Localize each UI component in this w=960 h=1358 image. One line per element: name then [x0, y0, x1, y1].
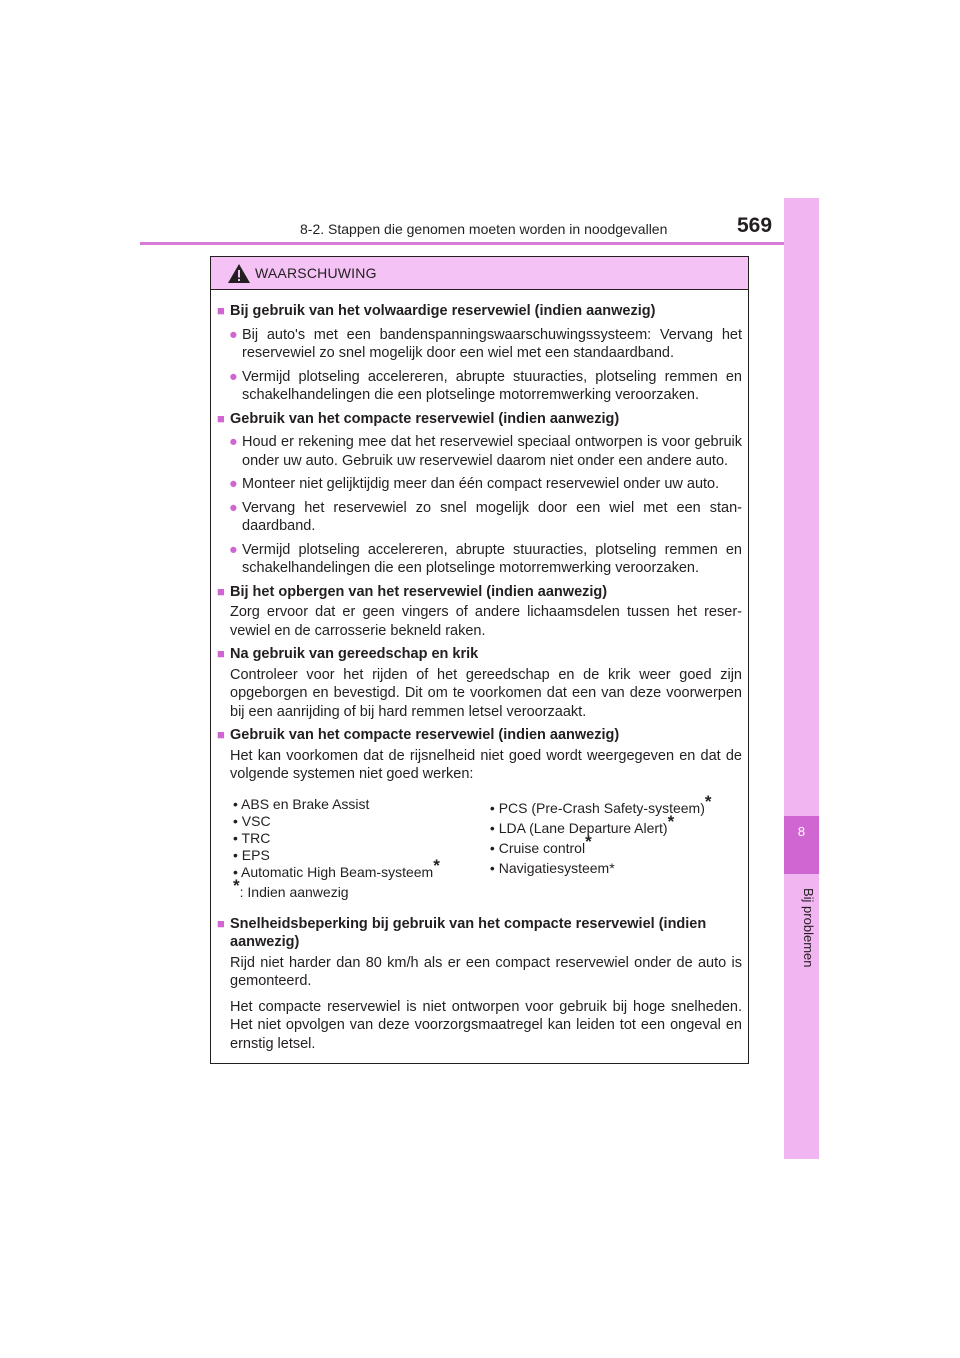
list-item: • TRC — [233, 829, 271, 846]
section-title: ■ Bij gebruik van het volwaardige reservewiel (indien aanwezig) — [217, 303, 656, 319]
list-item: • Cruise control* — [489, 831, 592, 856]
footnote-star: * — [667, 811, 675, 831]
list-item: ● Bij auto's met een bandenspanningswaarschuwingssysteem: Vervang het reservewiel zo snel mogelijk door een wiel met een standaardband. — [229, 326, 742, 361]
list-item: • PCS (Pre-Crash Safety-systeem)* — [489, 791, 712, 816]
list-item: ● Vermijd plotseling accelereren, abrupte stuuracties, plotseling remmen en schakelhandelingen die een plotselinge motorremwerking veroorzaken. — [229, 368, 742, 403]
footnote-star: * — [704, 791, 712, 811]
square-bullet-icon: ■ — [217, 303, 225, 318]
list-item: ● Vervang het reservewiel zo snel mogelijk door een wiel met een standaardband. — [229, 499, 742, 534]
chapter-number: 8 — [797, 824, 806, 839]
section-text: Het compacte reservewiel is niet ontworpen voor gebruik bij hoge snelheden. Het niet opvolgen van deze voorzorgsmaatregel kan leiden tot een ongeval en ernstig letsel. — [230, 998, 742, 1052]
list-item: • EPS — [233, 846, 270, 863]
section-title: ■ Gebruik van het compacte reservewiel (indien aanwezig) — [217, 410, 620, 427]
section-text: Het kan voorkomen dat de rijsnelheid niet goed wordt weergegeven en dat de volgende systemen niet goed werken: — [230, 747, 742, 782]
header-rule — [140, 242, 819, 245]
page-number: 569 — [737, 214, 773, 237]
square-bullet-icon: ■ — [217, 646, 225, 661]
list-item: ● Houd er rekening mee dat het reservewiel speciaal ontworpen is voor gebruik onder uw auto. Gebruik uw reservewiel daarom niet onder een andere auto. — [229, 434, 742, 469]
circle-bullet-icon: ● — [229, 476, 238, 492]
warning-header — [211, 257, 748, 290]
list-item: • Automatic High Beam-systeem* — [233, 855, 440, 880]
system-list-right — [489, 791, 742, 901]
footnote: *: Indien aanwezig — [233, 875, 349, 900]
list-item: • VSC — [233, 812, 271, 829]
circle-bullet-icon: ● — [229, 368, 238, 385]
list-item: ● Monteer niet gelijktijdig meer dan één compact reservewiel onder uw auto. — [229, 476, 720, 492]
square-bullet-icon: ■ — [217, 915, 225, 931]
warning-content — [211, 290, 748, 1053]
footnote-star: * — [585, 831, 592, 851]
footnote-star: * — [433, 855, 440, 875]
list-item: • ABS en Brake Assist — [233, 795, 370, 812]
section-title: ■ Bij het opbergen van het reservewiel (indien aanwezig) — [217, 583, 608, 600]
system-list — [217, 791, 742, 901]
section-title: ■ Snelheidsbeperking bij gebruik van het compacte reservewiel (indien aanwezig) — [217, 915, 707, 950]
system-list-left — [233, 796, 490, 901]
warning-triangle-icon — [227, 263, 251, 284]
circle-bullet-icon: ● — [229, 434, 238, 450]
footnote-star: * — [233, 875, 240, 895]
list-item: • LDA (Lane Departure Alert)* — [489, 811, 675, 836]
circle-bullet-icon: ● — [229, 326, 238, 343]
list-item: • Navigatiesysteem* — [489, 859, 615, 876]
section-text: Zorg ervoor dat er geen vingers of andere lichaamsdelen tussen het reservewiel en de carrosserie bekneld raken. — [230, 604, 742, 639]
square-bullet-icon: ■ — [217, 583, 225, 599]
chapter-side-tab — [784, 198, 819, 1159]
list-item: ● Vermijd plotseling accelereren, abrupte stuuracties, plotseling remmen en schakelhandelingen die een plotselinge motorremwerking veroorzaken. — [229, 541, 742, 576]
section-title: ■ Na gebruik van gereedschap en krik — [217, 646, 479, 662]
section-title: ■ Gebruik van het compacte reservewiel (indien aanwezig) — [217, 727, 620, 743]
running-header: 8-2. Stappen die genomen moeten worden in noodgevallen — [300, 221, 668, 237]
square-bullet-icon: ■ — [217, 727, 225, 742]
square-bullet-icon: ■ — [217, 410, 225, 426]
warning-label: WAARSCHUWING — [255, 265, 377, 281]
section-text: Rijd niet harder dan 80 km/h als er een compact reservewiel onder de auto is gemonteerd. — [230, 954, 742, 989]
warning-box — [210, 256, 749, 1064]
chapter-title: Bij problemen — [801, 888, 816, 968]
circle-bullet-icon: ● — [229, 499, 238, 516]
circle-bullet-icon: ● — [229, 541, 238, 558]
section-text: Controleer voor het rijden of het gereedschap en de krik weer goed zijn opgeborgen en bevestigd. Dit om te voorkomen dat een van deze voorwerpen bij een aanrijding of bij hard remmen letsel veroorzaakt. — [230, 666, 742, 720]
